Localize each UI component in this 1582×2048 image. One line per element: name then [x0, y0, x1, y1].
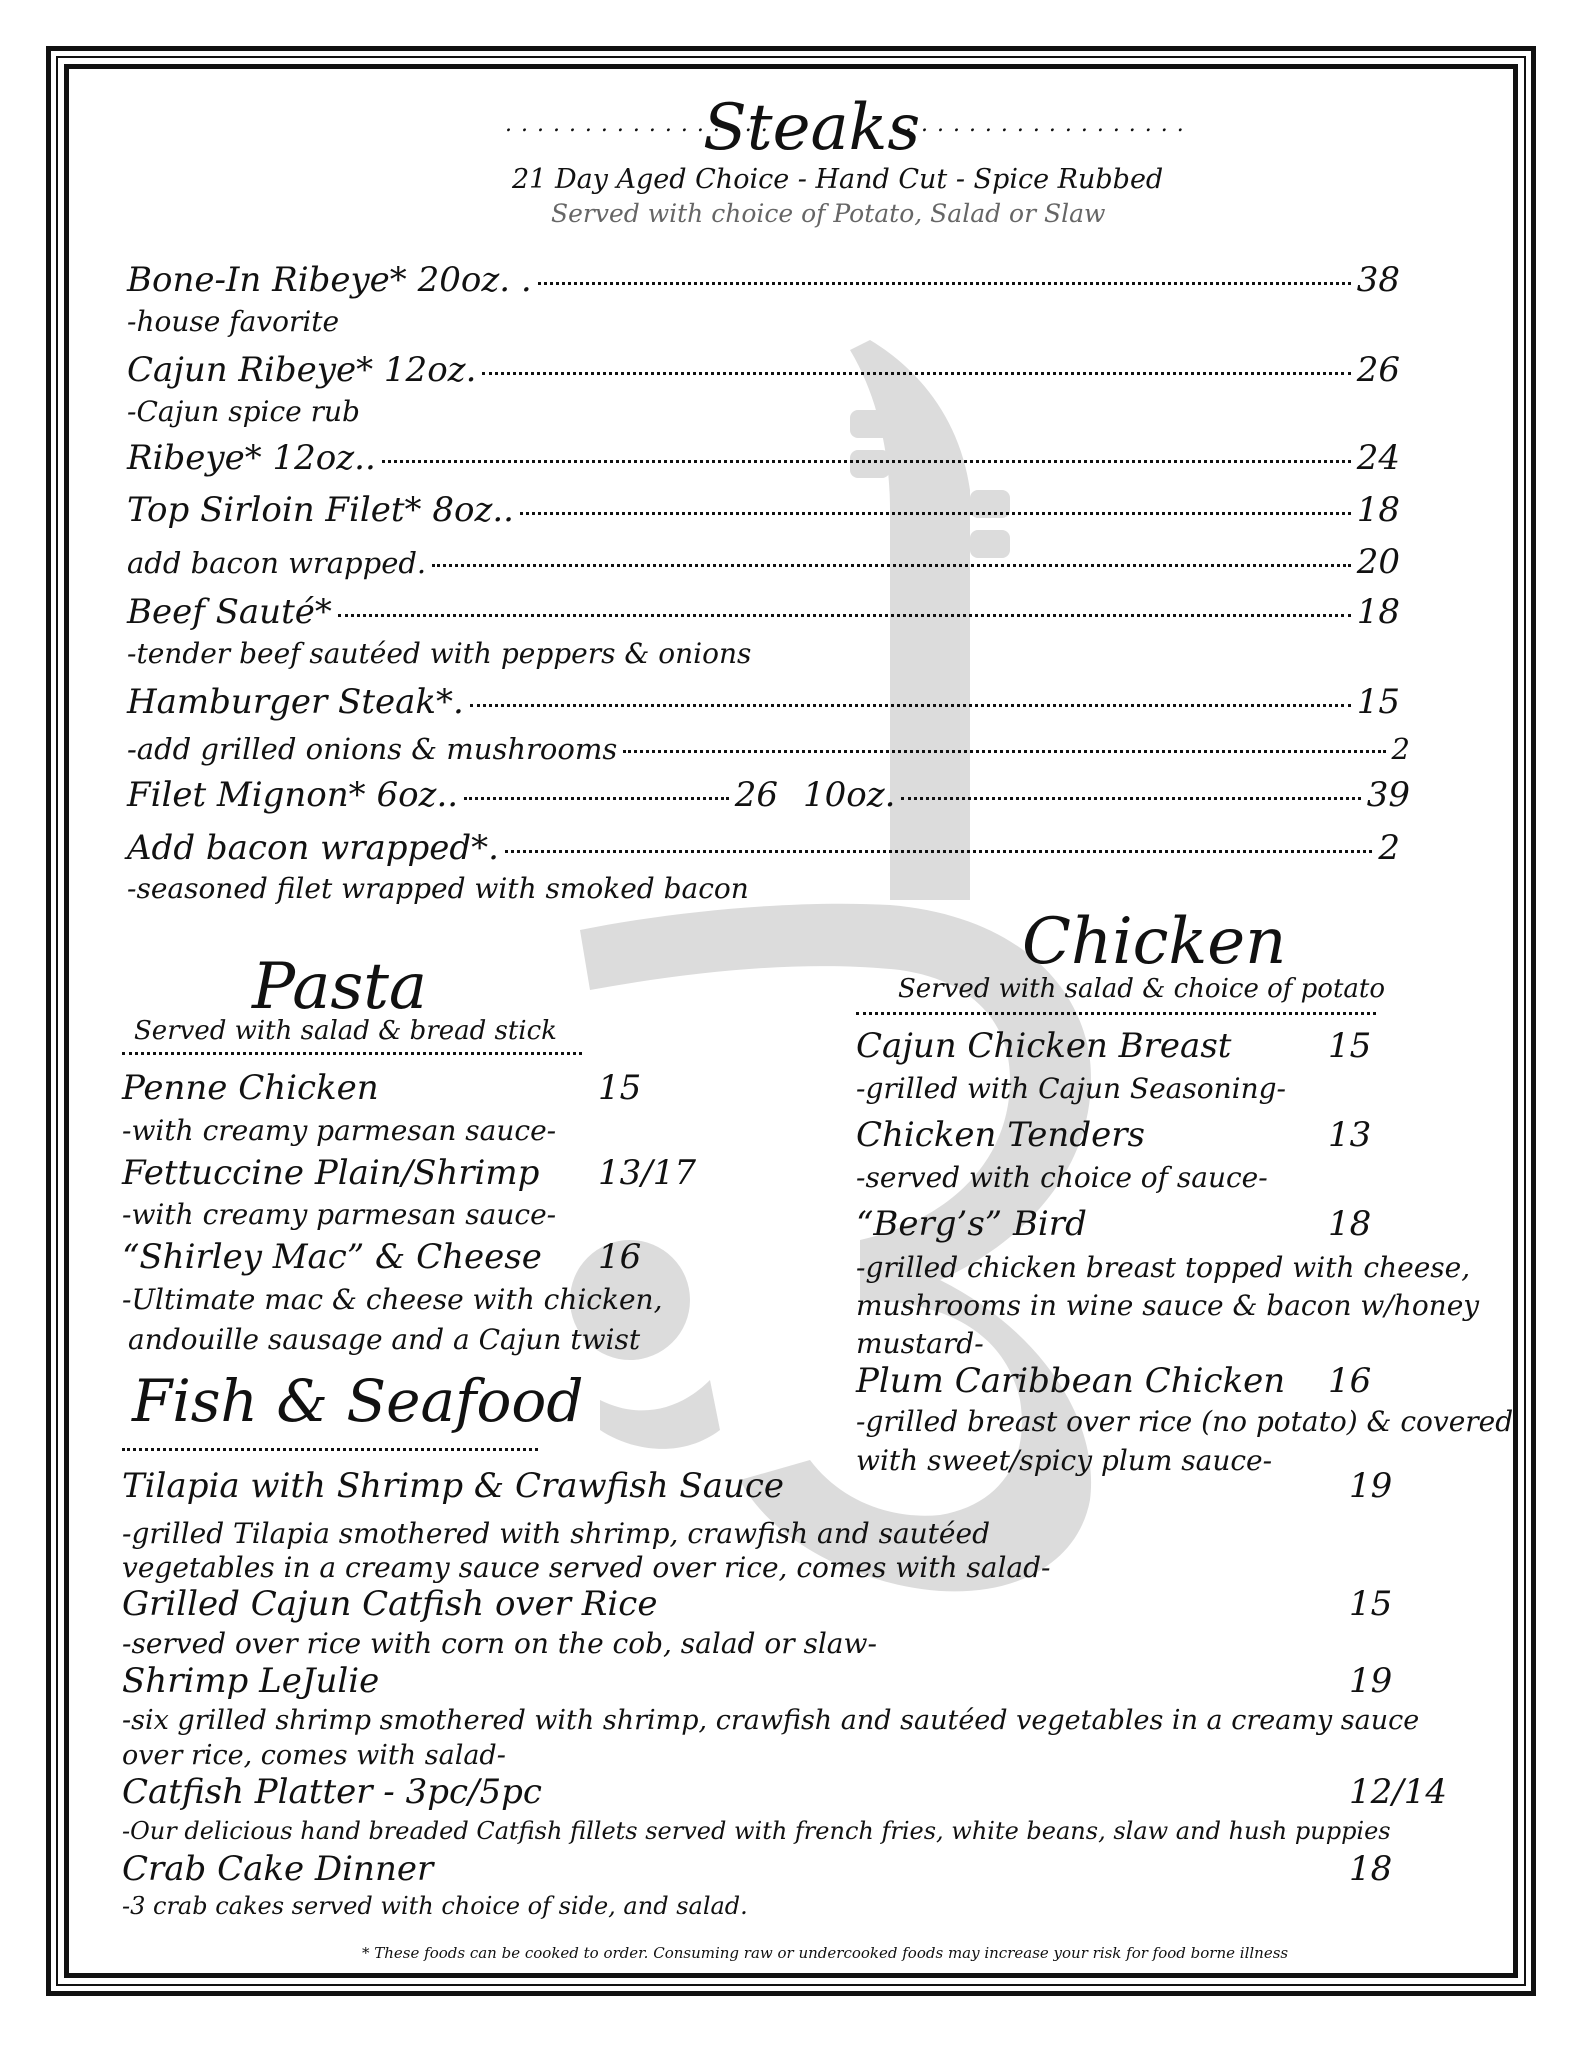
item-price: 15 — [598, 1068, 642, 1108]
item-price: 20 — [1356, 542, 1400, 582]
item-price: 18 — [1356, 490, 1400, 530]
menu-item — [127, 732, 1410, 766]
menu-item — [127, 260, 1400, 300]
chicken-title: Chicken — [1022, 905, 1287, 979]
item-description: -tender beef sautéed with peppers & onions — [127, 637, 752, 670]
item-name: Cajun Chicken Breast — [856, 1026, 1232, 1066]
item-price: 16 — [598, 1237, 642, 1277]
title-dots-right: . . . . . . . . . . . . . . . . . . — [905, 112, 1185, 137]
item-description: -seasoned filet wrapped with smoked bacon — [127, 872, 749, 905]
item-description: -with creamy parmesan sauce- — [122, 1114, 557, 1147]
title-dots-left: . . . . . . . . . . . . . . . . . . — [505, 112, 785, 137]
item-price: 18 — [1349, 1849, 1393, 1889]
item-price: 18 — [1356, 592, 1400, 632]
item-name: Top Sirloin Filet* 8oz.. — [127, 490, 514, 530]
chicken-served-note: Served with salad & choice of potato — [898, 974, 1385, 1004]
item-description: -Cajun spice rub — [127, 395, 360, 428]
item-description: -Our delicious hand breaded Catfish fillets served with french fries, white beans, slaw and hush puppies — [122, 1817, 1391, 1845]
item-description: -with creamy parmesan sauce- — [122, 1198, 557, 1231]
menu-item — [127, 592, 1400, 632]
menu-item-variant — [803, 775, 1410, 815]
steaks-title: Steaks — [703, 91, 921, 165]
item-description: -grilled with Cajun Seasoning- — [856, 1072, 1286, 1105]
item-price: 13 — [1328, 1115, 1372, 1155]
fish-title: Fish & Seafood — [132, 1367, 584, 1435]
item-price: 2 — [1391, 732, 1410, 766]
item-name: 10oz. — [803, 775, 896, 815]
footnote: * These foods can be cooked to order. Consuming raw or undercooked foods may increase your risk for food borne illness — [362, 1944, 1289, 1962]
menu-item — [127, 775, 778, 815]
item-price: 38 — [1356, 260, 1400, 300]
item-price: 18 — [1328, 1204, 1372, 1244]
item-description: andouille sausage and a Cajun twist — [128, 1323, 641, 1356]
item-price: 24 — [1356, 438, 1400, 478]
item-description: -grilled breast over rice (no potato) & covered — [856, 1405, 1514, 1438]
item-description: -grilled Tilapia smothered with shrimp, crawfish and sautéed — [122, 1517, 990, 1550]
item-name: Ribeye* 12oz.. — [127, 438, 376, 478]
item-name: “Berg’s” Bird — [856, 1204, 1087, 1244]
item-description: -six grilled shrimp smothered with shrimp, crawfish and sautéed vegetables in a creamy sauce — [122, 1705, 1420, 1736]
menu-item — [127, 438, 1400, 478]
item-price: 15 — [1328, 1026, 1372, 1066]
item-name: Tilapia with Shrimp & Crawfish Sauce — [122, 1466, 785, 1506]
item-price: 26 — [734, 775, 778, 815]
menu-item — [127, 490, 1400, 530]
item-price: 13/17 — [598, 1153, 696, 1193]
item-price: 16 — [1328, 1361, 1372, 1401]
item-price: 19 — [1349, 1661, 1393, 1701]
item-name: Grilled Cajun Catfish over Rice — [122, 1584, 658, 1624]
item-price: 26 — [1356, 350, 1400, 390]
item-description: -grilled chicken breast topped with cheese, — [856, 1251, 1471, 1284]
fish-divider — [122, 1448, 538, 1451]
item-price: 39 — [1366, 775, 1410, 815]
item-name: Crab Cake Dinner — [122, 1849, 434, 1889]
menu-item — [127, 350, 1400, 390]
item-name: Penne Chicken — [122, 1068, 379, 1108]
pasta-title: Pasta — [252, 950, 428, 1024]
item-description: with sweet/spicy plum sauce- — [856, 1444, 1273, 1477]
item-description: over rice, comes with salad- — [122, 1740, 506, 1771]
item-name: Add bacon wrapped*. — [127, 828, 499, 868]
item-name: “Shirley Mac” & Cheese — [122, 1237, 542, 1277]
menu-item — [127, 682, 1400, 722]
item-description: vegetables in a creamy sauce served over rice, comes with salad- — [122, 1551, 1051, 1584]
item-name: Catfish Platter - 3pc/5pc — [122, 1772, 542, 1812]
item-description: -served with choice of sauce- — [856, 1161, 1268, 1194]
item-price: 12/14 — [1349, 1772, 1447, 1812]
item-name: Hamburger Steak*. — [127, 682, 464, 722]
item-name: Plum Caribbean Chicken — [856, 1361, 1286, 1401]
item-name: add bacon wrapped. — [127, 546, 427, 580]
item-name: Shrimp LeJulie — [122, 1661, 380, 1701]
item-description: -3 crab cakes served with choice of side, and salad. — [122, 1892, 748, 1920]
item-price: 2 — [1378, 828, 1400, 868]
menu-item — [127, 828, 1400, 868]
item-description: -served over rice with corn on the cob, salad or slaw- — [122, 1627, 877, 1660]
item-name: -add grilled onions & mushrooms — [127, 732, 618, 766]
item-description: mushrooms in wine sauce & bacon w/honey — [856, 1289, 1480, 1322]
item-price: 19 — [1349, 1466, 1393, 1506]
item-name: Beef Sauté* — [127, 592, 332, 632]
item-price: 15 — [1356, 682, 1400, 722]
item-description: mustard- — [856, 1327, 984, 1360]
item-price: 15 — [1349, 1584, 1393, 1624]
steaks-subtitle: 21 Day Aged Choice - Hand Cut - Spice Rubbed — [512, 164, 1164, 195]
menu-item — [127, 542, 1400, 582]
steaks-served-note: Served with choice of Potato, Salad or Slaw — [551, 199, 1106, 228]
item-name: Filet Mignon* 6oz.. — [127, 775, 459, 815]
chicken-divider — [856, 1012, 1376, 1015]
item-name: Chicken Tenders — [856, 1115, 1145, 1155]
item-name: Cajun Ribeye* 12oz. — [127, 350, 477, 390]
pasta-served-note: Served with salad & bread stick — [134, 1016, 557, 1046]
item-description: -Ultimate mac & cheese with chicken, — [122, 1283, 663, 1316]
item-name: Bone-In Ribeye* 20oz. . — [127, 260, 532, 300]
item-description: -house favorite — [127, 305, 340, 338]
item-name: Fettuccine Plain/Shrimp — [122, 1153, 540, 1193]
pasta-divider — [122, 1052, 582, 1055]
